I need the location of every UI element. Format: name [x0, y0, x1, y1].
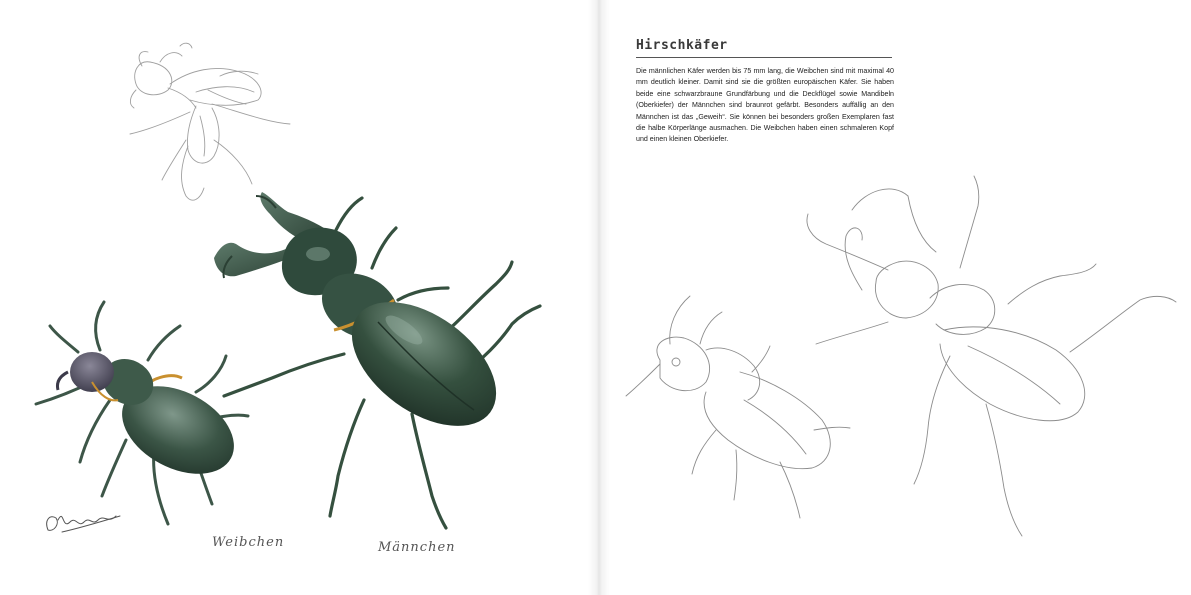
page-title: Hirschkäfer — [636, 38, 728, 53]
stag-beetle-female-icon — [36, 302, 249, 524]
flying-beetle-sketch-icon — [130, 43, 290, 200]
caption-male: Männchen — [378, 540, 456, 555]
stag-beetle-male-icon — [214, 192, 540, 528]
title-divider — [636, 57, 892, 58]
body-paragraph: Die männlichen Käfer werden bis 75 mm lang, die Weibchen sind mit maximal 40 mm deutlich kleiner. Damit sind sie die größten europäischen Käfer. Sie haben beide eine schwarzbraune Grundfärbung und die Deckflügel sowie Mandibeln (Oberkiefer) der Männchen sind braunrot gefärbt. Besonders auffällig an den Männchen ist das „Geweih“. Sie können bei besonders großen Exemplaren fast die halbe Körperlänge ausmachen. Die Weibchen haben einen schmaleren Kopf und einen kleinen Oberkiefer. — [636, 67, 894, 144]
artist-signature-icon — [47, 516, 120, 532]
caption-female: Weibchen — [212, 535, 285, 550]
